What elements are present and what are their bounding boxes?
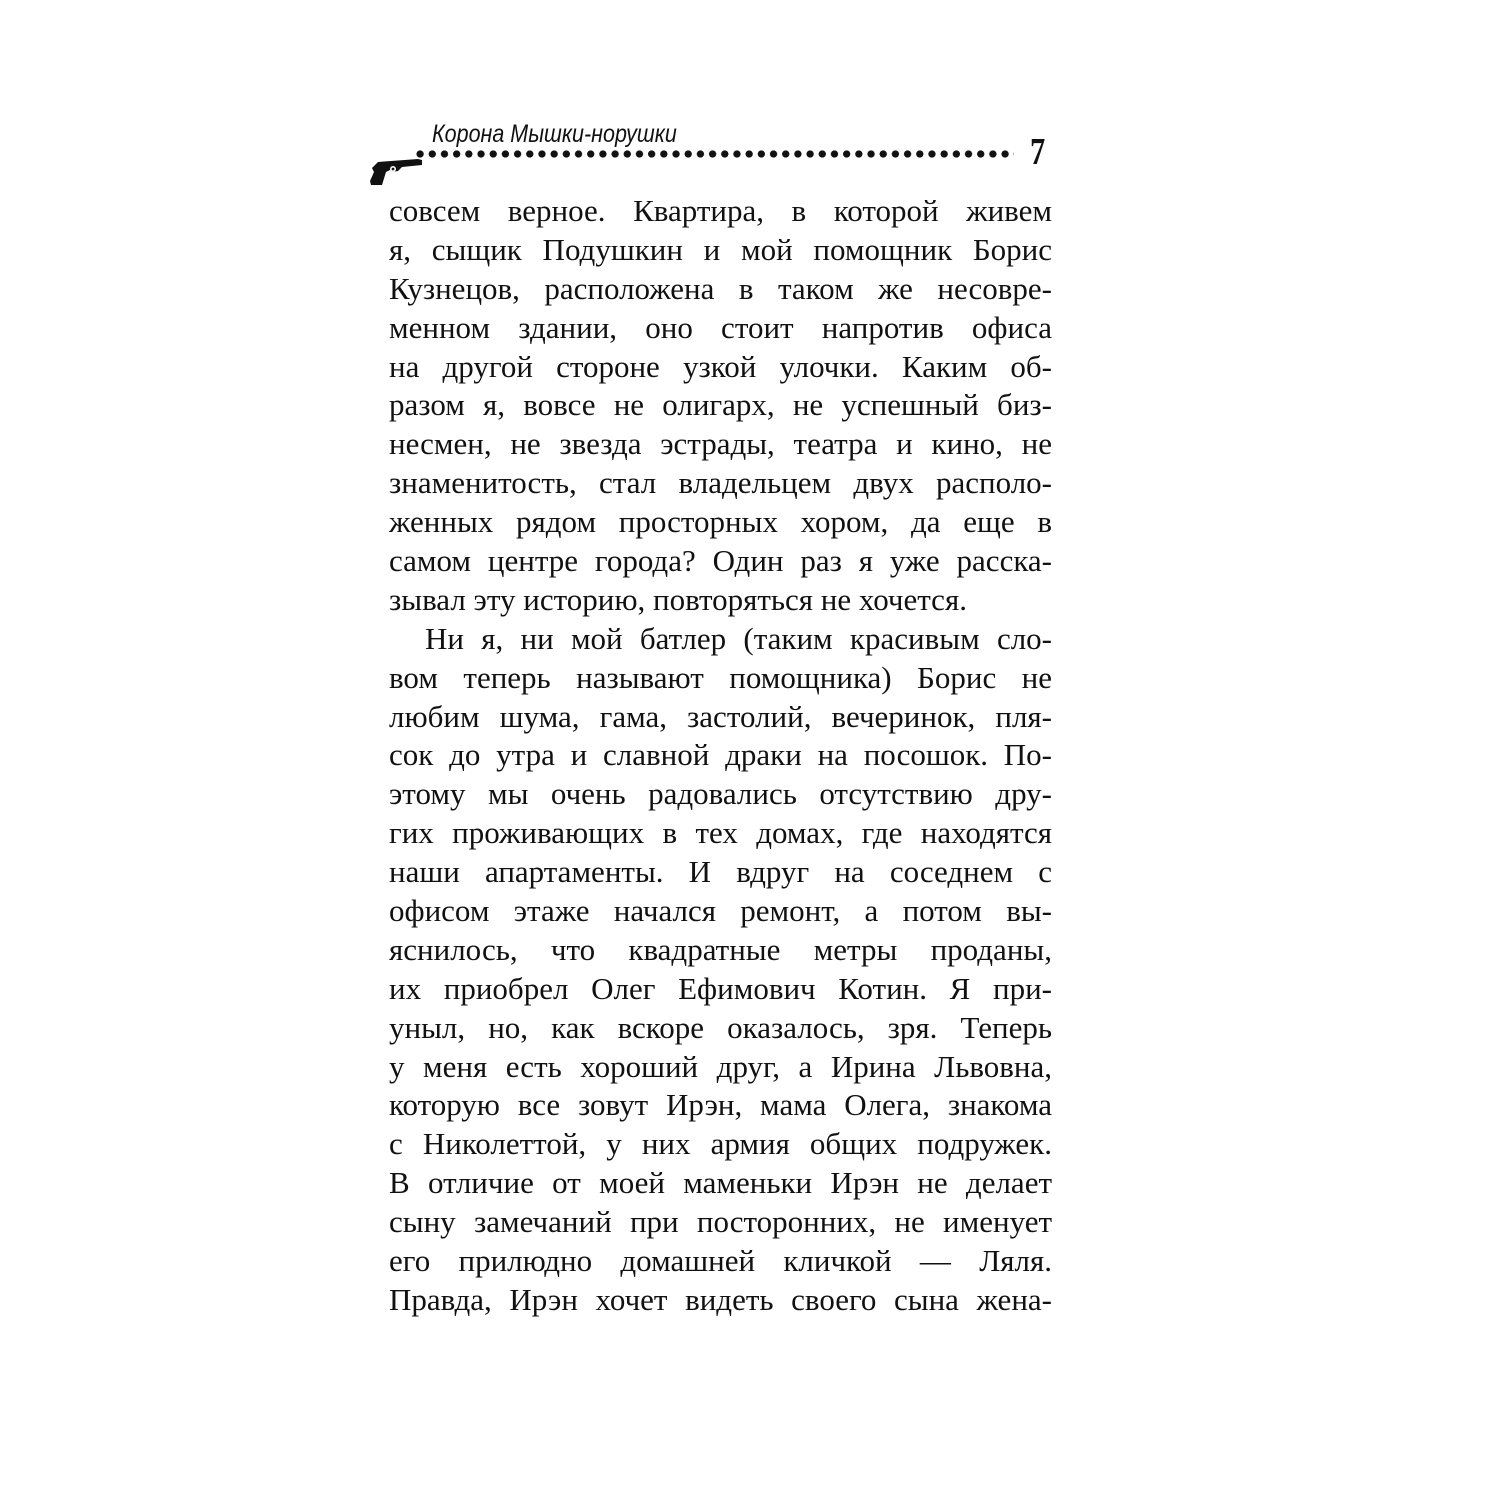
text-line: разом я, вовсе не олигарх, не успешный биз- — [389, 387, 1052, 423]
text-line: Кузнецов, расположена в таком же несовре- — [389, 270, 1052, 306]
body-text — [389, 192, 1052, 1320]
text-line: офисом этаже начался ремонт, а потом вы- — [389, 893, 1052, 929]
text-line: гих проживающих в тех домах, где находятся — [389, 815, 1052, 851]
dotted-rule — [414, 148, 1014, 160]
text-line: с Николеттой, у них армия общих подружек. — [389, 1126, 1052, 1162]
page-number: 7 — [1030, 131, 1046, 173]
text-line: яснилось, что квадратные метры проданы, — [389, 931, 1052, 967]
text-line: самом центре города? Один раз я уже расска- — [389, 543, 1052, 579]
text-line: знаменитость, стал владельцем двух располо- — [389, 465, 1052, 501]
text-line: которую все зовут Ирэн, мама Олега, знакома — [389, 1087, 1052, 1123]
text-line: любим шума, гама, застолий, вечеринок, пля- — [389, 698, 1052, 734]
text-line: несмен, не звезда эстрады, театра и кино, не — [389, 426, 1052, 462]
text-line: их приобрел Олег Ефимович Котин. Я при- — [389, 970, 1052, 1006]
text-line: совсем верное. Квартира, в которой живем — [389, 193, 1052, 228]
running-title: Корона Мышки-норушки — [432, 120, 677, 148]
paragraph-start-line: Ни я, ни мой батлер (таким красивым сло- — [425, 620, 1052, 656]
text-line: сыну замечаний при посторонних, не именует — [389, 1204, 1052, 1240]
text-line: уныл, но, как вскоре оказалось, зря. Теперь — [389, 1009, 1052, 1045]
text-line: женных рядом просторных хором, да еще в — [389, 504, 1052, 540]
text-line: вом теперь называют помощника) Борис не — [389, 659, 1052, 695]
text-line: этому мы очень радовались отсутствию дру- — [389, 776, 1052, 812]
text-line: сок до утра и славной драки на посошок. По- — [389, 737, 1052, 773]
text-line: наши апартаменты. И вдруг на соседнем с — [389, 854, 1052, 890]
text-line: зывал эту историю, повторяться не хочется. — [389, 581, 967, 617]
text-line: менном здании, оно стоит напротив офиса — [389, 309, 1052, 345]
text-line: я, сыщик Подушкин и мой помощник Борис — [389, 231, 1052, 267]
text-line: его прилюдно домашней кличкой — Ляля. — [389, 1243, 1052, 1279]
text-line: В отличие от моей маменьки Ирэн не делает — [389, 1165, 1052, 1201]
text-line: у меня есть хороший друг, а Ирина Львовна, — [389, 1048, 1052, 1084]
text-line: на другой стороне узкой улочки. Каким об- — [389, 348, 1052, 384]
text-line: Правда, Ирэн хочет видеть своего сына жена- — [389, 1281, 1052, 1317]
